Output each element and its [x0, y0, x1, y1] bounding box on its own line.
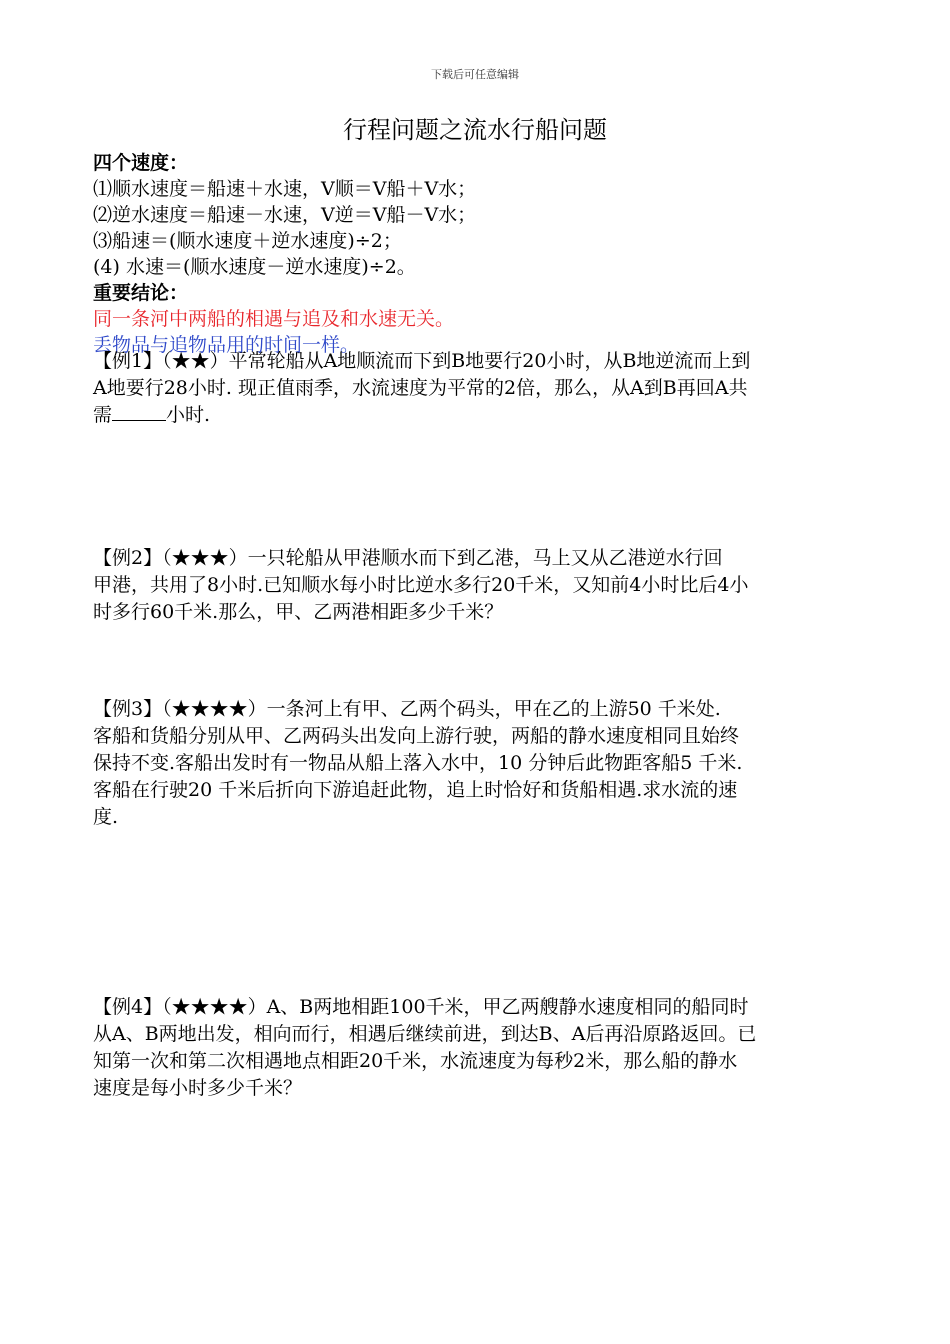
answer-blank	[112, 402, 166, 421]
problem-3-line: 【例3】（★★★★）一条河上有甲、乙两个码头，甲在乙的上游50 千米处.	[93, 698, 721, 720]
problem-2	[93, 545, 863, 626]
problem-3-line: 客船和货船分别从甲、乙两码头出发向上游行驶，两船的静水速度相同且始终	[93, 725, 740, 747]
problem-3-line: 客船在行驶20 千米后折向下游追赶此物，追上时恰好和货船相遇.求水流的速	[93, 779, 738, 801]
problem-2-line: 甲港，共用了8小时.已知顺水每小时比逆水多行20千米，又知前4小时比后4小	[93, 574, 749, 596]
formula-section	[93, 150, 863, 358]
problem-1-last-line	[93, 402, 863, 429]
speed-formula-3: ⑶船速＝(顺水速度＋逆水速度)÷2；	[93, 230, 402, 252]
problem-1	[93, 348, 863, 429]
problem-4-line: 从A、B两地出发，相向而行，相遇后继续前进，到达B、A后再沿原路返回。已	[93, 1023, 757, 1045]
problem-3	[93, 696, 863, 831]
problem-2-line: 【例2】（★★★）一只轮船从甲港顺水而下到乙港，马上又从乙港逆水行回	[93, 547, 723, 569]
problem-3-line: 度.	[93, 806, 119, 828]
header-note: 下载后可任意编辑	[431, 68, 519, 81]
page-title: 行程问题之流水行船问题	[343, 116, 607, 144]
speeds-heading: 四个速度：	[93, 152, 189, 174]
problem-1-prefix: 需	[93, 404, 113, 426]
problem-4-line: 速度是每小时多少千米？	[93, 1077, 303, 1099]
problem-4-line: 【例4】（★★★★）A、B两地相距100千米，甲乙两艘静水速度相同的船同时	[93, 996, 749, 1018]
problem-1-suffix: 小时.	[166, 404, 211, 426]
problem-2-line: 时多行60千米.那么，甲、乙两港相距多少千米？	[93, 601, 504, 623]
problem-4	[93, 994, 863, 1102]
problem-4-line: 知第一次和第二次相遇地点相距20千米，水流速度为每秒2米，那么船的静水	[93, 1050, 738, 1072]
conclusion-meeting: 同一条河中两船的相遇与追及和水速无关。	[93, 308, 455, 330]
conclusion-lost-item: 丢物品与追物品用的时间一样。	[93, 334, 360, 356]
problem-1-line: A地要行28小时. 现正值雨季，水流速度为平常的2倍，那么，从A到B再回A共	[93, 377, 748, 399]
problem-3-line: 保持不变.客船出发时有一物品从船上落入水中，10 分钟后此物距客船5 千米.	[93, 752, 743, 774]
conclusions-heading: 重要结论：	[93, 282, 189, 304]
speed-formula-4: (4) 水速＝(顺水速度－逆水速度)÷2。	[93, 256, 416, 278]
speed-formula-1: ⑴顺水速度＝船速＋水速，V顺＝V船＋V水；	[93, 178, 477, 200]
problem-1-line: 【例1】（★★）平常轮船从A地顺流而下到B地要行20小时，从B地逆流而上到	[93, 350, 751, 372]
speed-formula-2: ⑵逆水速度＝船速－水速，V逆＝V船－V水；	[93, 204, 477, 226]
